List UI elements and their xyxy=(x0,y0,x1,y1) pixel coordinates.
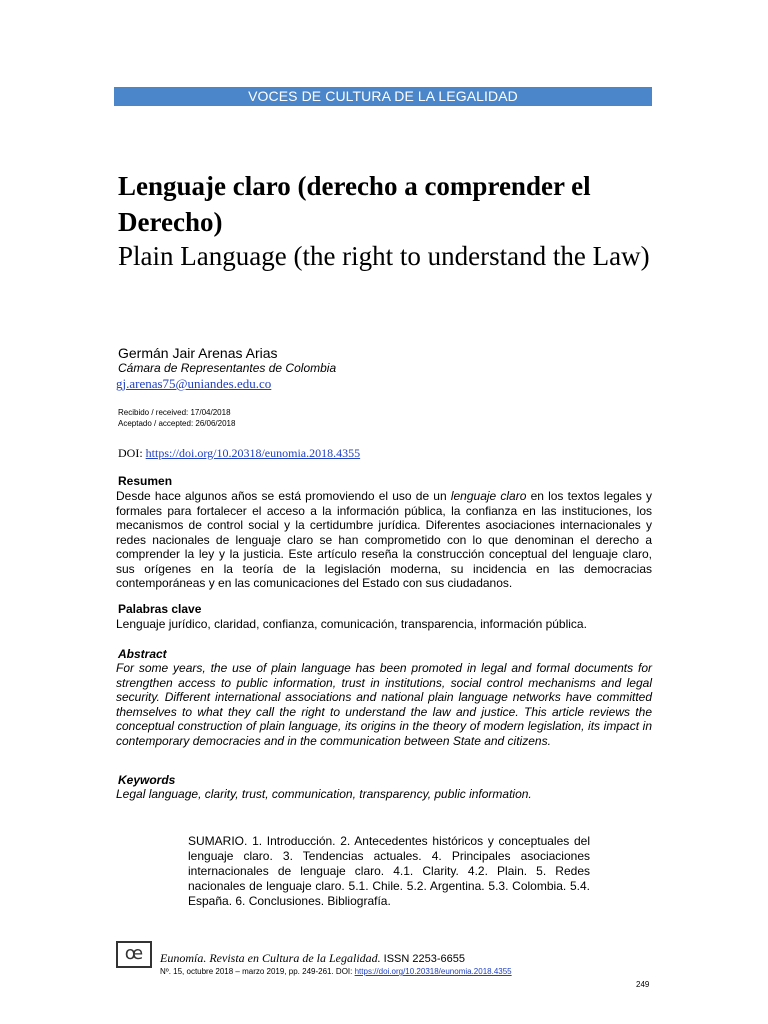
article-title-spanish: Lenguaje claro (derecho a comprender el Derecho) xyxy=(118,171,591,237)
journal-name: Eunomía. Revista en Cultura de la Legalidad. xyxy=(160,951,381,965)
abstract-heading: Abstract xyxy=(118,647,167,661)
issue-info: Nº. 15, octubre 2018 – marzo 2019, pp. 249-261. DOI: xyxy=(160,967,353,976)
doi-link[interactable]: https://doi.org/10.20318/eunomia.2018.4355 xyxy=(145,446,361,460)
keywords-heading: Keywords xyxy=(118,773,176,787)
footer-journal-line xyxy=(160,951,465,966)
doi-label: DOI: xyxy=(118,446,143,460)
journal-issn: ISSN 2253-6655 xyxy=(383,953,465,965)
footer-issue-line xyxy=(160,967,512,976)
section-banner: VOCES DE CULTURA DE LA LEGALIDAD xyxy=(114,87,652,106)
accepted-date: Aceptado / accepted: 26/06/2018 xyxy=(118,419,236,428)
article-title-english: Plain Language (the right to understand the Law) xyxy=(118,241,650,271)
resumen-text-emphasis: lenguaje claro xyxy=(450,489,527,503)
author-affiliation: Cámara de Representantes de Colombia xyxy=(118,361,337,375)
abstract-text: For some years, the use of plain language has been promoted in legal and formal documents for strengthen access to public information, trust in institutions, social control mechanisms and legal security. Different international associations and national plain language networks have committed themselves to what they call the right to understand the law and justice. This article reviews the conceptual construction of plain language, its origins in the theory of modern legislation, its impact in contemporary democracies and in the communication between State and citizens. xyxy=(116,661,652,748)
resumen-heading: Resumen xyxy=(118,474,173,488)
palabras-clave-heading: Palabras clave xyxy=(118,602,202,616)
journal-logo-icon: œ xyxy=(116,941,152,968)
resumen-text-part: Desde hace algunos años se está promoviendo el uso de un xyxy=(116,489,451,503)
author-name: Germán Jair Arenas Arias xyxy=(118,345,278,361)
palabras-clave-text: Lenguaje jurídico, claridad, confianza, comunicación, transparencia, información pública. xyxy=(116,617,587,631)
doi-line xyxy=(118,446,360,461)
author-email-link[interactable]: gj.arenas75@uniandes.edu.co xyxy=(116,376,272,391)
article-dates xyxy=(118,407,235,429)
keywords-text: Legal language, clarity, trust, communication, transparency, public information. xyxy=(116,787,532,801)
resumen-text xyxy=(116,489,652,591)
received-date: Recibido / received: 17/04/2018 xyxy=(118,408,231,417)
footer-doi-link[interactable]: https://doi.org/10.20318/eunomia.2018.4355 xyxy=(354,967,512,976)
sumario-text: SUMARIO. 1. Introducción. 2. Antecedentes históricos y conceptuales del lenguaje claro. 3. Tendencias actuales. 4. Principales asociaciones internacionales de lenguaje claro. 4.1. Clarity. 4.2. Plain. 5. Redes nacionales de lenguaje claro. 5.1. Chile. 5.2. Argentina. 5.3. Colombia. 5.4. España. 6. Conclusiones. Bibliografía. xyxy=(188,834,590,908)
page-number: 249 xyxy=(636,980,650,989)
resumen-text-part: en los textos legales y formales para fortalecer el acceso a la información pública, la confianza en las instituciones, los mecanismos de control social y la certidumbre jurídica. Diferentes asociaciones internacionales y redes nacionales de lenguaje claro se han comprometido con lo que denominan el derecho a comprender la ley y la justicia. Este artículo reseña la construcción conceptual del lenguaje claro, sus orígenes en la teoría de la legislación moderna, su incidencia en las democracias contemporáneas y en las comunicaciones del Estado con sus ciudadanos. xyxy=(116,489,653,590)
